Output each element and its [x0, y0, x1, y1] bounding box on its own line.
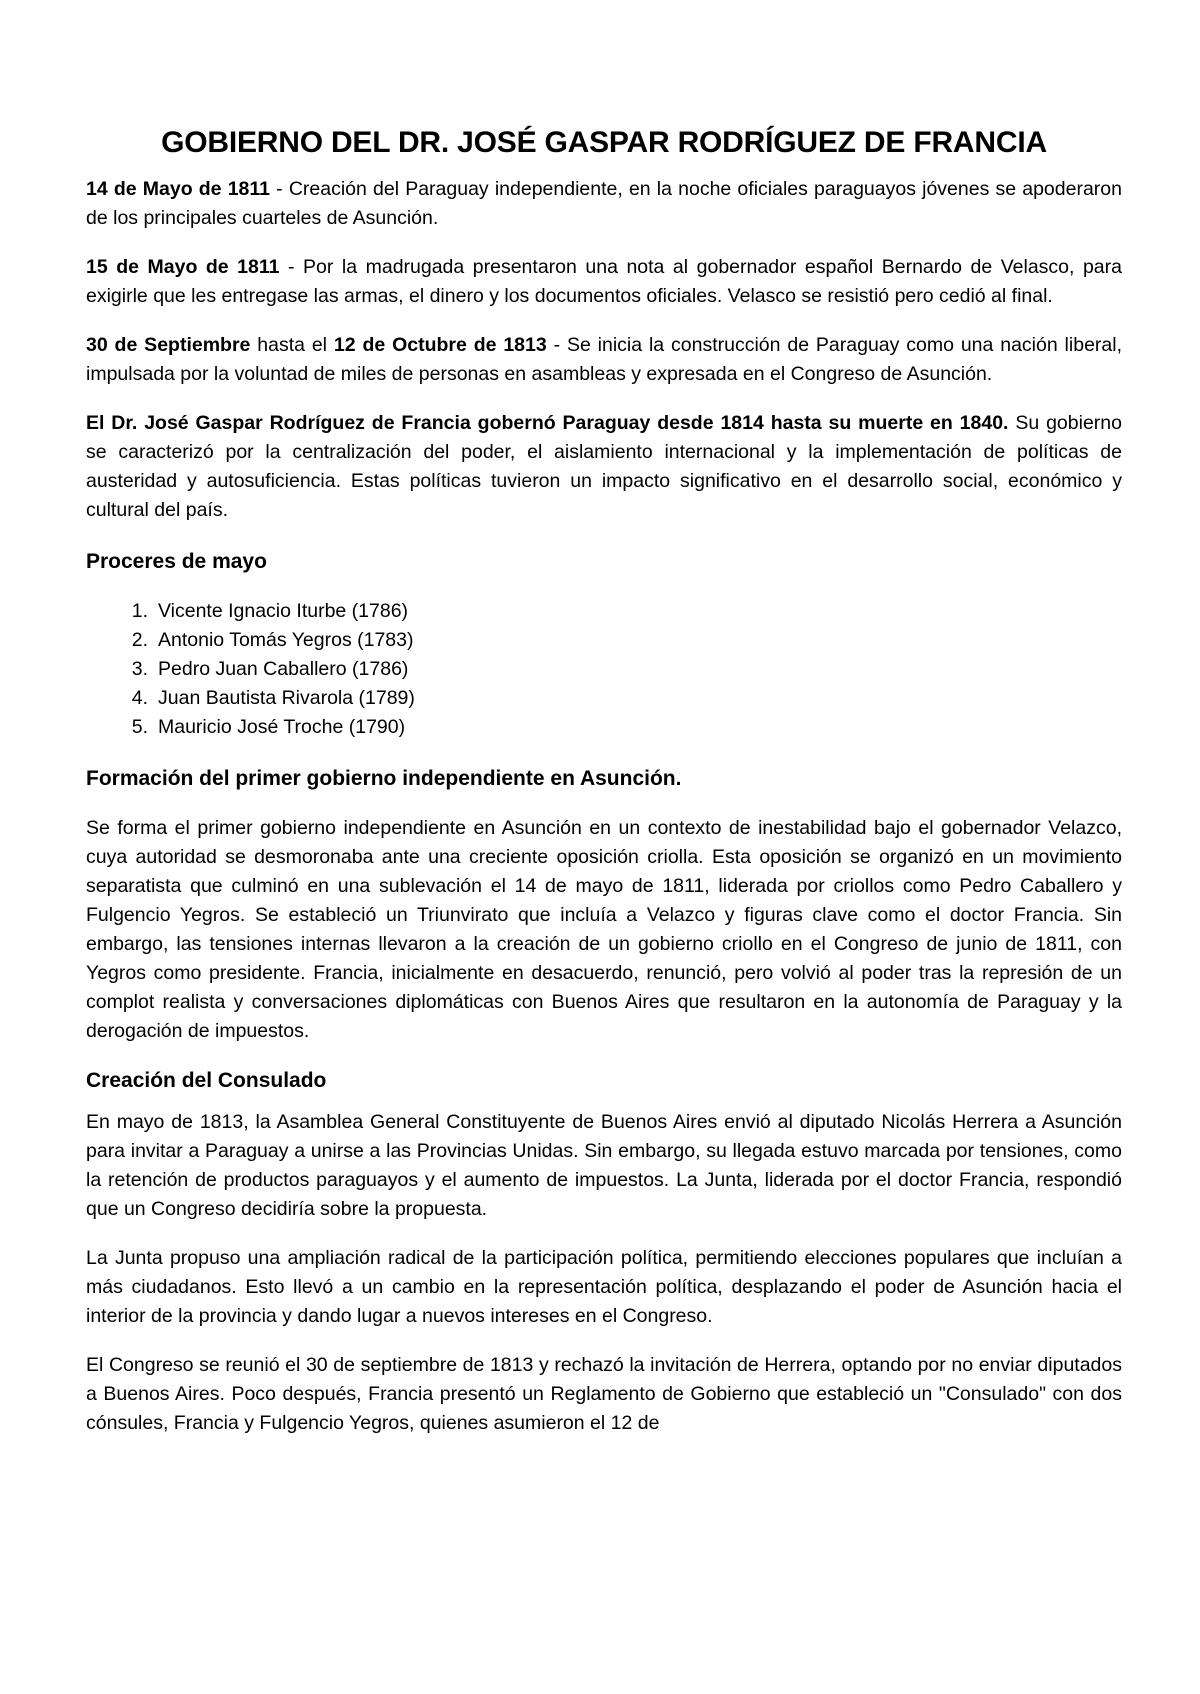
list-item — [86, 597, 1122, 626]
paragraph-14-mayo-text: - Creación del Paraguay independiente, en la noche oficiales paraguayos jóvenes se apoderaron de los principales cuarteles de Asunción. — [86, 178, 1122, 229]
francia-gobierno-text: Su gobierno se caracterizó por la centralización del poder, el aislamiento internacional y la implementación de políticas de austeridad y autosuficiencia. Estas políticas tuvieron un impacto significativo en el desarrollo social, económico y cultural del país. — [86, 412, 1122, 521]
list-item — [86, 713, 1122, 742]
date-14-mayo: 14 de Mayo de 1811 — [86, 178, 270, 200]
list-item — [86, 626, 1122, 655]
paragraph-francia-gobierno — [86, 409, 1122, 525]
procer-name: Pedro Juan Caballero (1786) — [158, 658, 409, 680]
date-12-octubre: 12 de Octubre de 1813 — [333, 334, 547, 356]
procer-name: Juan Bautista Rivarola (1789) — [158, 687, 415, 709]
date-30-septiembre: 30 de Septiembre — [86, 334, 251, 356]
paragraph-consulado-2: La Junta propuso una ampliación radical de la participación política, permitiendo elecciones populares que incluían a más ciudadanos. Esto llevó a un cambio en la representación política, desplazando el poder de Asunción hacia el interior de la provincia y dando lugar a nuevos intereses en el Congreso. — [86, 1247, 1122, 1327]
procer-name: Mauricio José Troche (1790) — [158, 716, 406, 738]
paragraph-consulado-1: En mayo de 1813, la Asamblea General Constituyente de Buenos Aires envió al diputado Nicolás Herrera a Asunción para invitar a Paraguay a unirse a las Provincias Unidas. Sin embargo, su llegada estuvo marcada por tensiones, como la retención de productos paraguayos y el aumento de impuestos. La Junta, liderada por el doctor Francia, respondió que un Congreso decidiría sobre la propuesta. — [86, 1111, 1122, 1220]
francia-gobierno-bold: El Dr. José Gaspar Rodríguez de Francia gobernó Paraguay desde 1814 hasta su muerte en 1840. — [86, 412, 1009, 434]
list-number: 1. — [131, 600, 148, 622]
paragraph-consulado-3: El Congreso se reunió el 30 de septiembre de 1813 y rechazó la invitación de Herrera, optando por no enviar diputados a Buenos Aires. Poco después, Francia presentó un Reglamento de Gobierno que estableció un "Consulado" con dos cónsules, Francia y Fulgencio Yegros, quienes asumieron el 12 de — [86, 1354, 1122, 1434]
list-item — [86, 655, 1122, 684]
paragraph-15-mayo — [86, 253, 1122, 311]
paragraph-formacion: Se forma el primer gobierno independiente en Asunción en un contexto de inestabilidad bajo el gobernador Velazco, cuya autoridad se desmoronaba ante una creciente oposición criolla. Esta oposición se organizó en un movimiento separatista que culminó en una sublevación el 14 de mayo de 1811, liderada por criollos como Pedro Caballero y Fulgencio Yegros. Se estableció un Triunvirato que incluía a Velazco y figuras clave como el doctor Francia. Sin embargo, las tensiones internas llevaron a la creación de un gobierno criollo en el Congreso de junio de 1811, con Yegros como presidente. Francia, inicialmente en desacuerdo, renunció, pero volvió al poder tras la represión de un complot realista y conversaciones diplomáticas con Buenos Aires que resultaron en la autonomía de Paraguay y la derogación de impuestos. — [86, 817, 1122, 1042]
heading-formacion: Formación del primer gobierno independiente en Asunción. — [86, 767, 682, 790]
document-page — [86, 0, 1122, 1694]
list-item — [86, 684, 1122, 713]
paragraph-15-mayo-text: - Por la madrugada presentaron una nota al gobernador español Bernardo de Velasco, para exigirle que les entregase las armas, el dinero y los documentos oficiales. Velasco se resistió pero cedió al final. — [86, 256, 1122, 307]
procer-name: Antonio Tomás Yegros (1783) — [158, 629, 414, 651]
paragraph-14-mayo — [86, 175, 1122, 233]
list-number: 3. — [131, 658, 148, 680]
list-number: 2. — [131, 629, 148, 651]
procer-name: Vicente Ignacio Iturbe (1786) — [158, 600, 409, 622]
proceres-list — [86, 597, 1122, 742]
document-title: GOBIERNO DEL DR. JOSÉ GASPAR RODRÍGUEZ DE FRANCIA — [161, 126, 1047, 159]
heading-proceres: Proceres de mayo — [86, 550, 267, 573]
paragraph-septiembre-text: - Se inicia la construcción de Paraguay como una nación liberal, impulsada por la voluntad de miles de personas en asambleas y expresada en el Congreso de Asunción. — [86, 334, 1122, 385]
list-number: 5. — [131, 716, 148, 738]
heading-consulado: Creación del Consulado — [86, 1069, 327, 1092]
date-connector: hasta el — [250, 334, 334, 356]
paragraph-septiembre-octubre — [86, 331, 1122, 389]
list-number: 4. — [131, 687, 148, 709]
date-15-mayo: 15 de Mayo de 1811 — [86, 256, 280, 278]
